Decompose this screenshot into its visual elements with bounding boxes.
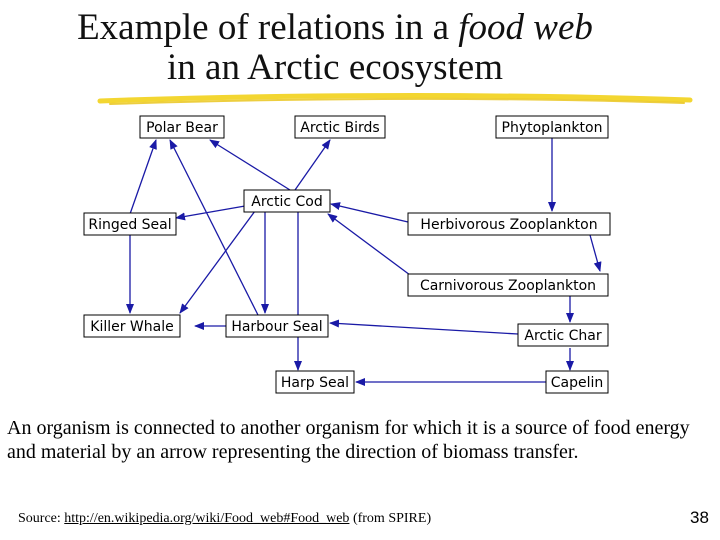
edge-herbivorous-zooplankton-to-arctic-cod	[331, 204, 408, 222]
node-phytoplankton-label: Phytoplankton	[501, 120, 603, 136]
edge-arctic-cod-to-ringed-seal	[176, 206, 245, 218]
node-harp-seal-label: Harp Seal	[280, 375, 350, 391]
node-harbour-seal-label: Harbour Seal	[231, 319, 323, 335]
page-number: 38	[690, 508, 709, 527]
node-arctic-cod-label: Arctic Cod	[251, 194, 323, 210]
node-killer-whale-label: Killer Whale	[90, 319, 174, 335]
edge-harbour-seal-to-polar-bear	[170, 140, 258, 315]
edge-arctic-cod-to-killer-whale	[180, 211, 255, 313]
edge-herbivorous-zooplankton-to-carnivorous-zooplankton	[590, 235, 600, 271]
source-line	[18, 510, 431, 528]
node-arctic-char	[518, 324, 608, 346]
caption-text: An organism is connected to another organism for which it is a source of food energy and material by an arrow representing the direction of biomass transfer.	[7, 417, 690, 463]
source-link[interactable]: http://en.wikipedia.org/wiki/Food_web#Food_web	[64, 511, 350, 526]
node-herbivorous-zooplankton	[408, 213, 610, 235]
title-emphasis: food web	[458, 7, 593, 48]
node-harp-seal	[276, 371, 354, 393]
node-herbivorous-zooplankton-label: Herbivorous Zooplankton	[420, 217, 598, 233]
node-ringed-seal-label: Ringed Seal	[88, 217, 172, 233]
node-arctic-cod	[244, 190, 330, 212]
node-harbour-seal	[226, 315, 328, 337]
node-arctic-birds-label: Arctic Birds	[300, 120, 380, 136]
edge-arctic-char-to-harbour-seal	[330, 323, 518, 334]
edge-arctic-cod-to-arctic-birds	[295, 140, 330, 190]
node-carnivorous-zooplankton	[408, 274, 608, 296]
node-arctic-birds	[295, 116, 385, 138]
node-carnivorous-zooplankton-label: Carnivorous Zooplankton	[419, 278, 597, 294]
edge-carnivorous-zooplankton-to-arctic-cod	[328, 214, 410, 275]
node-polar-bear-label: Polar Bear	[146, 120, 218, 136]
title-line-2: in an Arctic ecosystem	[167, 47, 503, 88]
title-line-1-text: Example of relations in a	[77, 7, 459, 48]
node-capelin-label: Capelin	[550, 375, 604, 391]
node-polar-bear	[140, 116, 224, 138]
edge-arctic-cod-to-polar-bear	[210, 140, 290, 190]
edge-ringed-seal-to-polar-bear	[130, 140, 156, 214]
source-suffix: (from SPIRE)	[349, 511, 432, 526]
node-killer-whale	[84, 315, 180, 337]
source-prefix: Source:	[18, 511, 65, 526]
node-capelin	[546, 371, 608, 393]
node-ringed-seal	[84, 213, 176, 235]
node-phytoplankton	[496, 116, 608, 138]
node-arctic-char-label: Arctic Char	[524, 328, 602, 344]
